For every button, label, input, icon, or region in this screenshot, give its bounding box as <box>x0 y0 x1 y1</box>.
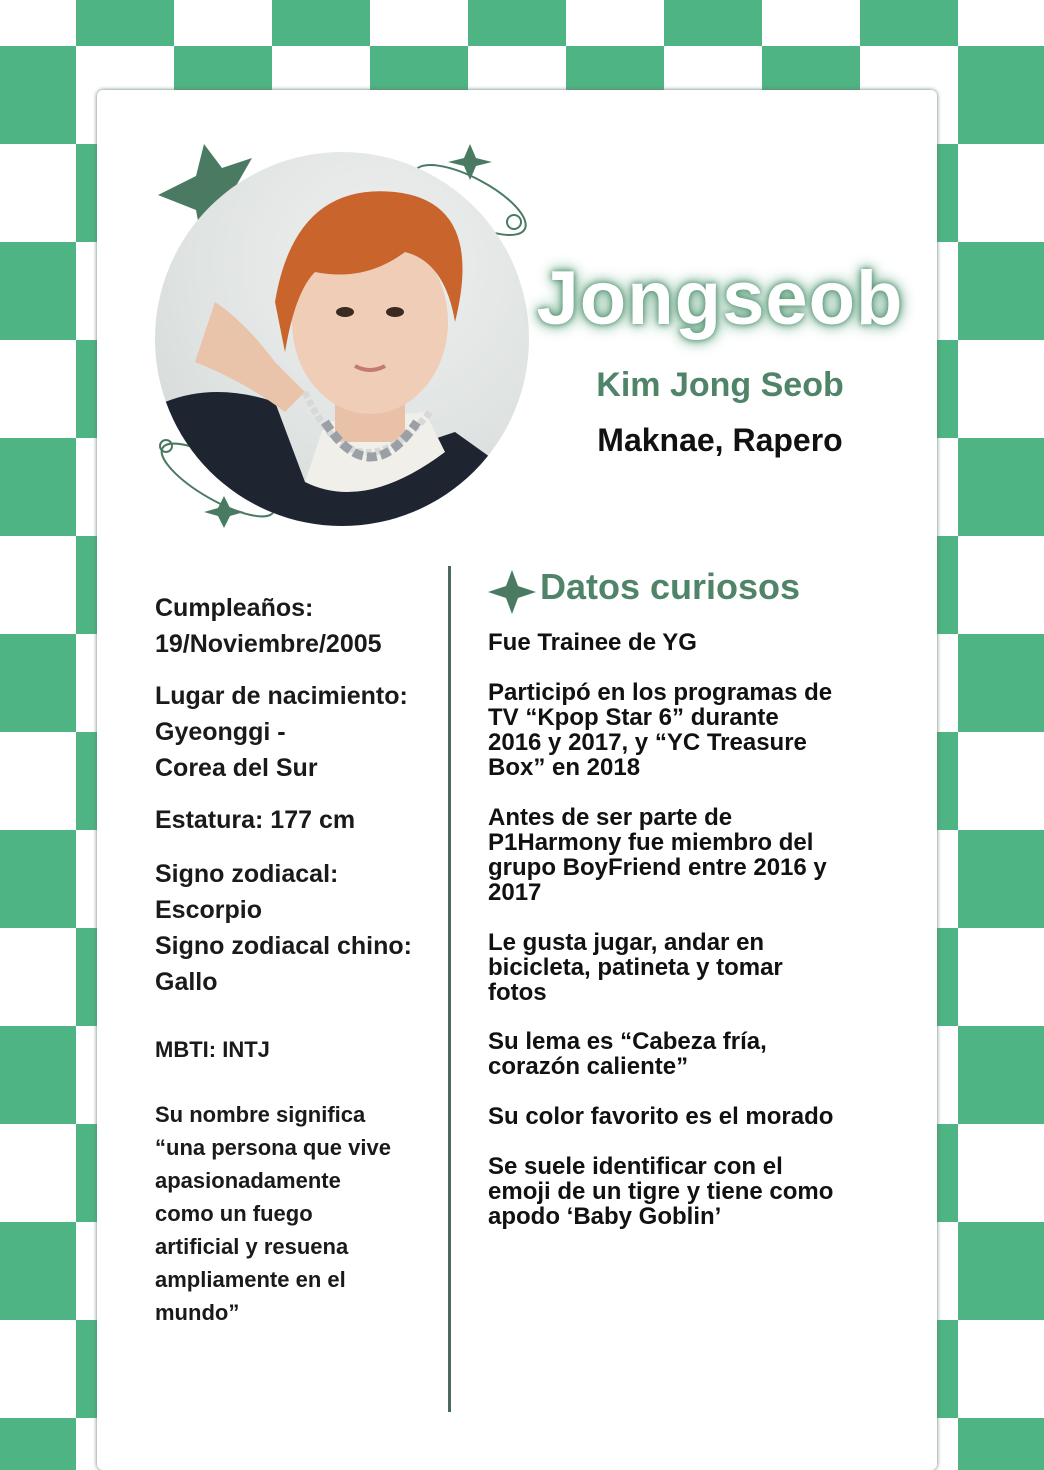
fact-line: Box” en 2018 <box>488 754 641 781</box>
fact-item <box>488 805 888 905</box>
fact-line: P1Harmony fue miembro del <box>488 829 814 856</box>
fact-line: Participó en los programas de <box>488 679 833 706</box>
chinese-zodiac-label: Signo zodiacal chino: <box>155 932 412 960</box>
mbti: MBTI: INTJ <box>155 1037 270 1062</box>
column-divider <box>448 566 451 1412</box>
fact-item <box>488 630 888 655</box>
fact-line: grupo BoyFriend entre 2016 y <box>488 854 827 881</box>
fact-line: Antes de ser parte de <box>488 804 733 831</box>
member-roles: Maknae, Rapero <box>597 422 843 458</box>
stage-name: Jongseob <box>536 256 904 341</box>
fact-line: TV “Kpop Star 6” durante <box>488 704 779 731</box>
fact-line: 2017 <box>488 879 542 906</box>
fact-line: Le gusta jugar, andar en <box>488 929 765 956</box>
name-meaning-line: Su nombre significa <box>155 1102 366 1127</box>
zodiac-value: Escorpio <box>155 896 262 924</box>
fact-item <box>488 1104 888 1129</box>
fact-item <box>488 1154 888 1229</box>
fact-line: apodo ‘Baby Goblin’ <box>488 1203 722 1230</box>
birthday-label: Cumpleaños: <box>155 594 314 622</box>
fact-line: Su color favorito es el morado <box>488 1103 834 1130</box>
name-meaning-line: mundo” <box>155 1300 240 1325</box>
fact-line: fotos <box>488 979 547 1006</box>
height: Estatura: 177 cm <box>155 806 356 834</box>
full-name: Kim Jong Seob <box>596 366 844 404</box>
profile-photo <box>155 152 529 526</box>
fact-item <box>488 930 888 1005</box>
fun-facts-title: Datos curiosos <box>540 566 801 607</box>
name-meaning-line: “una persona que vive <box>155 1135 391 1160</box>
fact-line: Fue Trainee de YG <box>488 629 697 656</box>
birthplace-line1: Gyeonggi - <box>155 718 286 746</box>
birthplace-label: Lugar de nacimiento: <box>155 682 408 710</box>
fact-line: bicicleta, patineta y tomar <box>488 954 783 981</box>
fact-line: corazón caliente” <box>488 1053 689 1080</box>
name-meaning-line: artificial y resuena <box>155 1234 349 1259</box>
fact-item <box>488 680 888 780</box>
chinese-zodiac-value: Gallo <box>155 968 218 996</box>
birthday-value: 19/Noviembre/2005 <box>155 630 382 658</box>
fact-item <box>488 1029 888 1079</box>
fact-line: Su lema es “Cabeza fría, <box>488 1028 767 1055</box>
name-meaning-line: como un fuego <box>155 1201 313 1226</box>
fact-line: emoji de un tigre y tiene como <box>488 1178 834 1205</box>
zodiac-label: Signo zodiacal: <box>155 860 339 888</box>
birthplace-line2: Corea del Sur <box>155 754 318 782</box>
name-meaning-line: ampliamente en el <box>155 1267 346 1292</box>
fact-line: 2016 y 2017, y “YC Treasure <box>488 729 807 756</box>
name-meaning-line: apasionadamente <box>155 1168 341 1193</box>
fact-line: Se suele identificar con el <box>488 1153 783 1180</box>
